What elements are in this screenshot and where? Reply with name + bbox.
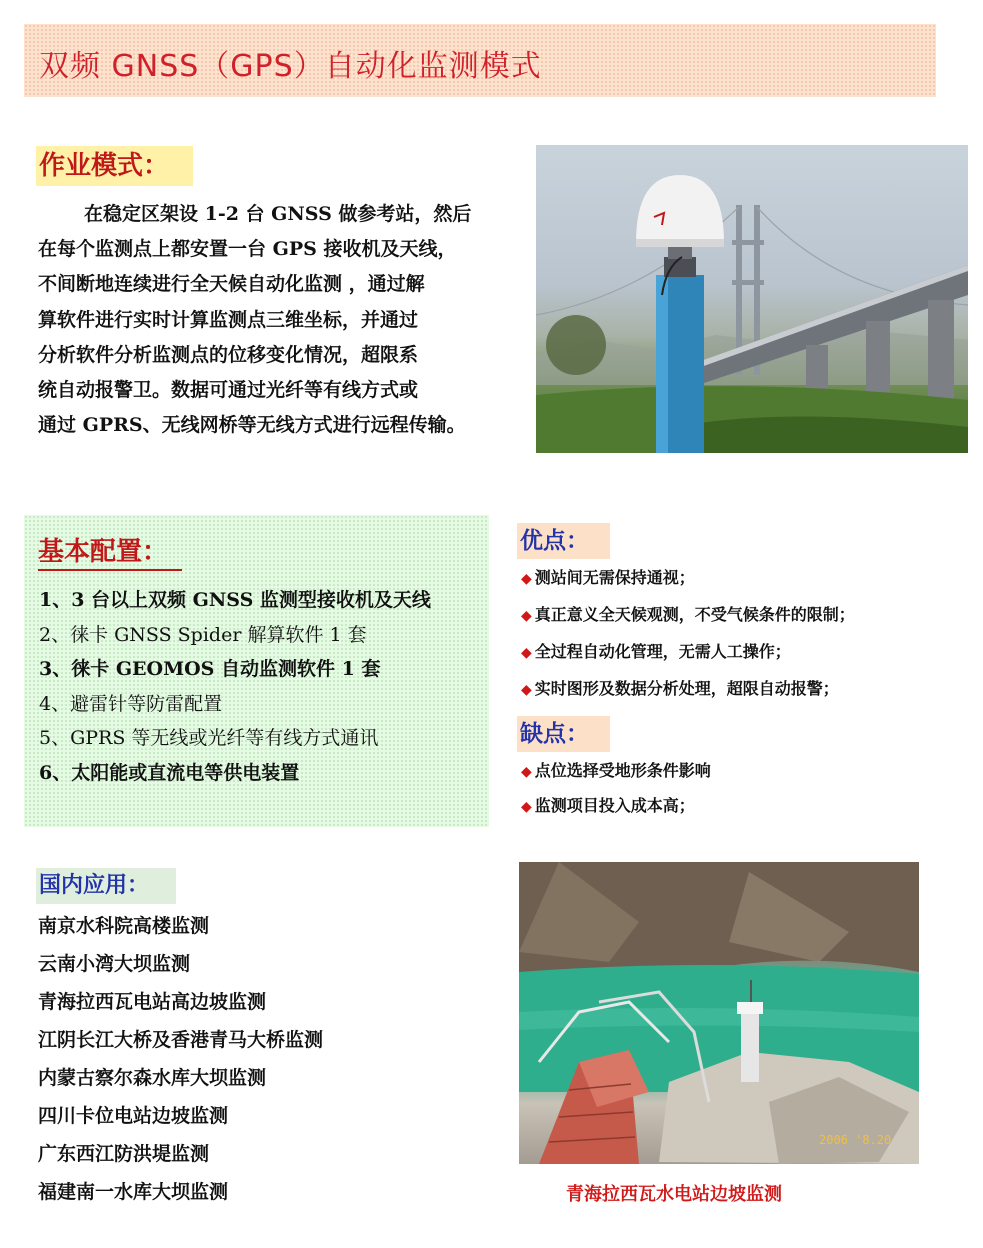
mode-paragraph [38,197,512,443]
diamond-bullet-icon: ◆ [521,608,532,624]
cons-list [521,758,711,828]
svg-text:2006 '8.20: 2006 '8.20 [819,1133,892,1147]
photo-caption: 青海拉西瓦水电站边坡监测 [566,1184,782,1205]
mode-line: 通过 GPRS、无线网桥等无线方式进行远程传输。 [38,414,466,437]
apps-list [38,907,323,1211]
config-heading: 基本配置： [38,535,182,571]
diamond-bullet-icon: ◆ [521,764,532,780]
config-item: 4、避雷针等防雷配置 [39,692,223,715]
diamond-bullet-icon: ◆ [521,571,532,587]
config-box [24,515,489,827]
list-item: 内蒙古察尔森水库大坝监测 [38,1067,267,1089]
mode-line: 统自动报警卫。数据可通过光纤等有线方式或 [38,379,419,402]
mode-line: 在每个监测点上都安置一台 GPS 接收机及天线， [38,238,457,261]
pros-heading: 优点： [517,523,610,559]
slope-monitoring-photo [519,862,919,1164]
list-item: 云南小湾大坝监测 [38,953,191,975]
config-item: 5、GPRS 等无线或光纤等有线方式通讯 [39,727,379,749]
gnss-antenna-bridge-photo [536,145,968,453]
diamond-bullet-icon: ◆ [521,682,532,698]
list-item: 青海拉西瓦电站高边坡监测 [38,991,267,1013]
config-list [39,583,431,790]
diamond-bullet-icon: ◆ [521,799,532,815]
config-item: 6、太阳能或直流电等供电装置 [39,761,300,784]
list-item: 广东西江防洪堤监测 [38,1143,210,1165]
list-item: 江阴长江大桥及香港青马大桥监测 [38,1029,324,1051]
cons-heading: 缺点： [517,716,610,752]
list-item: 福建南一水库大坝监测 [38,1181,229,1203]
pros-list [521,565,855,713]
diamond-bullet-icon: ◆ [521,645,532,661]
list-item: ◆ 监测项目投入成本高； [521,796,695,815]
list-item: 南京水科院高楼监测 [38,915,210,937]
page-title: 双频 GNSS（GPS）自动化监测模式 [39,49,542,84]
mode-heading: 作业模式： [36,146,193,186]
config-item: 3、徕卡 GEOMOS 自动监测软件 1 套 [39,658,381,680]
mode-line: 在稳定区架设 1-2 台 GNSS 做参考站，然后 [84,203,472,225]
mode-line: 不间断地连续进行全天候自动化监测 ，通过解 [38,273,425,296]
title-banner [24,24,936,97]
apps-heading: 国内应用： [36,868,176,904]
list-item: ◆ 点位选择受地形条件影响 [521,761,711,780]
list-item: 四川卡位电站边坡监测 [38,1105,229,1127]
config-item: 2、徕卡 GNSS Spider 解算软件 1 套 [39,623,367,646]
list-item: ◆ 真正意义全天候观测，不受气候条件的限制； [521,605,855,624]
list-item: ◆ 测站间无需保持通视； [521,568,695,587]
mode-line: 分析软件分析监测点的位移变化情况，超限系 [38,343,419,366]
mode-line: 算软件进行实时计算监测点三维坐标，并通过 [38,308,419,331]
config-item: 1、3 台以上双频 GNSS 监测型接收机及天线 [39,589,431,611]
list-item: ◆ 实时图形及数据分析处理，超限自动报警； [521,679,839,698]
list-item: ◆ 全过程自动化管理，无需人工操作； [521,642,791,661]
